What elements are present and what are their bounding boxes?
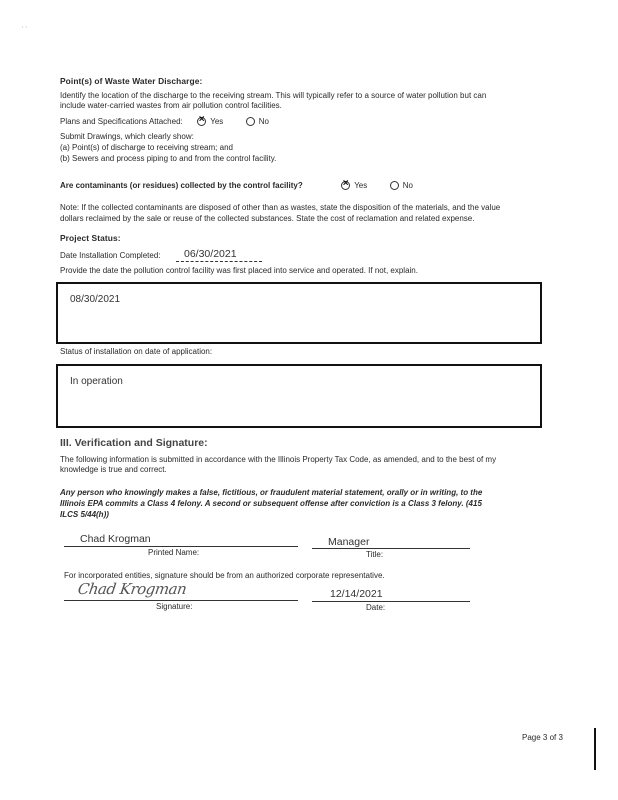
contaminants-no-radio[interactable]	[390, 181, 399, 190]
printed-name-value[interactable]: Chad Krogman	[80, 533, 151, 545]
verification-line-2: knowledge is true and correct.	[60, 465, 167, 474]
page-number: Page 3 of 3	[522, 733, 563, 742]
contaminants-yes-radio[interactable]	[341, 181, 350, 190]
date-installation-value[interactable]: 06/30/2021	[184, 248, 237, 260]
title-line	[312, 548, 470, 549]
signature-date-label: Date:	[366, 603, 386, 612]
service-date-box[interactable]	[56, 282, 542, 344]
provide-date-text: Provide the date the pollution control facility was first placed into service and operated. If not, explain.	[60, 266, 418, 275]
status-value: In operation	[70, 376, 123, 387]
signature-date-value[interactable]: 12/14/2021	[330, 588, 383, 600]
contaminants-question: Are contaminants (or residues) collected by the control facility?	[60, 181, 303, 190]
plans-attached-label: Plans and Specifications Attached:	[60, 117, 183, 126]
plans-yes-radio[interactable]	[197, 117, 206, 126]
signature-date-line	[312, 601, 470, 602]
plans-no-label: No	[258, 117, 269, 126]
status-installation-label: Status of installation on date of application:	[60, 347, 213, 356]
project-status-title: Project Status:	[60, 233, 121, 243]
corporate-note: For incorporated entities, signature should be from an authorized corporate representative.	[64, 571, 385, 580]
contaminants-note-2: dollars reclaimed by the sale or reuse of the collected substances. State the cost of reclamation and related expense.	[60, 214, 475, 223]
warning-line-1: Any person who knowingly makes a false, fictitious, or fraudulent material statement, orally or in writing, to the	[60, 488, 483, 497]
verification-line-1: The following information is submitted in accordance with the Illinois Property Tax Code, as amended, and to the best of my	[60, 455, 497, 464]
corner-mark: ' '	[22, 24, 27, 33]
submit-drawings-line-1: Submit Drawings, which clearly show:	[60, 132, 194, 141]
section-waste-water-desc-2: include water-carried wastes from air pollution control facilities.	[60, 101, 282, 110]
printed-name-line	[64, 546, 298, 547]
plans-yes-label: Yes	[210, 117, 224, 126]
service-date-value: 08/30/2021	[70, 294, 121, 305]
title-label: Title:	[366, 550, 384, 559]
warning-line-3: ILCS 5/44(h))	[60, 510, 109, 519]
warning-line-2: Illinois EPA commits a Class 4 felony. A second or subsequent offense after conviction is a Class 3 felony. (415	[60, 499, 482, 508]
printed-name-label: Printed Name:	[148, 548, 200, 557]
title-value[interactable]: Manager	[328, 536, 370, 548]
margin-bar	[594, 728, 596, 770]
contaminants-row	[60, 181, 413, 191]
submit-drawings-line-3: (b) Sewers and process piping to and from the control facility.	[60, 154, 277, 163]
section-waste-water-title: Point(s) of Waste Water Discharge:	[60, 76, 203, 86]
signature-line	[64, 600, 298, 601]
plans-attached-row	[60, 117, 269, 127]
contaminants-yes-label: Yes	[354, 181, 368, 190]
contaminants-note-1: Note: If the collected contaminants are disposed of other than as wastes, state the disposition of the materials, and the value	[60, 203, 501, 212]
verification-title: III. Verification and Signature:	[60, 437, 208, 449]
contaminants-no-label: No	[402, 181, 413, 190]
date-installation-label: Date Installation Completed:	[60, 251, 161, 260]
signature-label: Signature:	[156, 602, 193, 611]
signature-image[interactable]: Chad Krogman	[76, 580, 188, 598]
plans-no-radio[interactable]	[246, 117, 255, 126]
section-waste-water-desc-1: Identify the location of the discharge to the receiving stream. This will typically refer to a source of water pollution but can	[60, 91, 487, 100]
submit-drawings-line-2: (a) Point(s) of discharge to receiving stream; and	[60, 143, 233, 152]
date-installation-underline	[176, 261, 262, 262]
status-box[interactable]	[56, 364, 542, 428]
